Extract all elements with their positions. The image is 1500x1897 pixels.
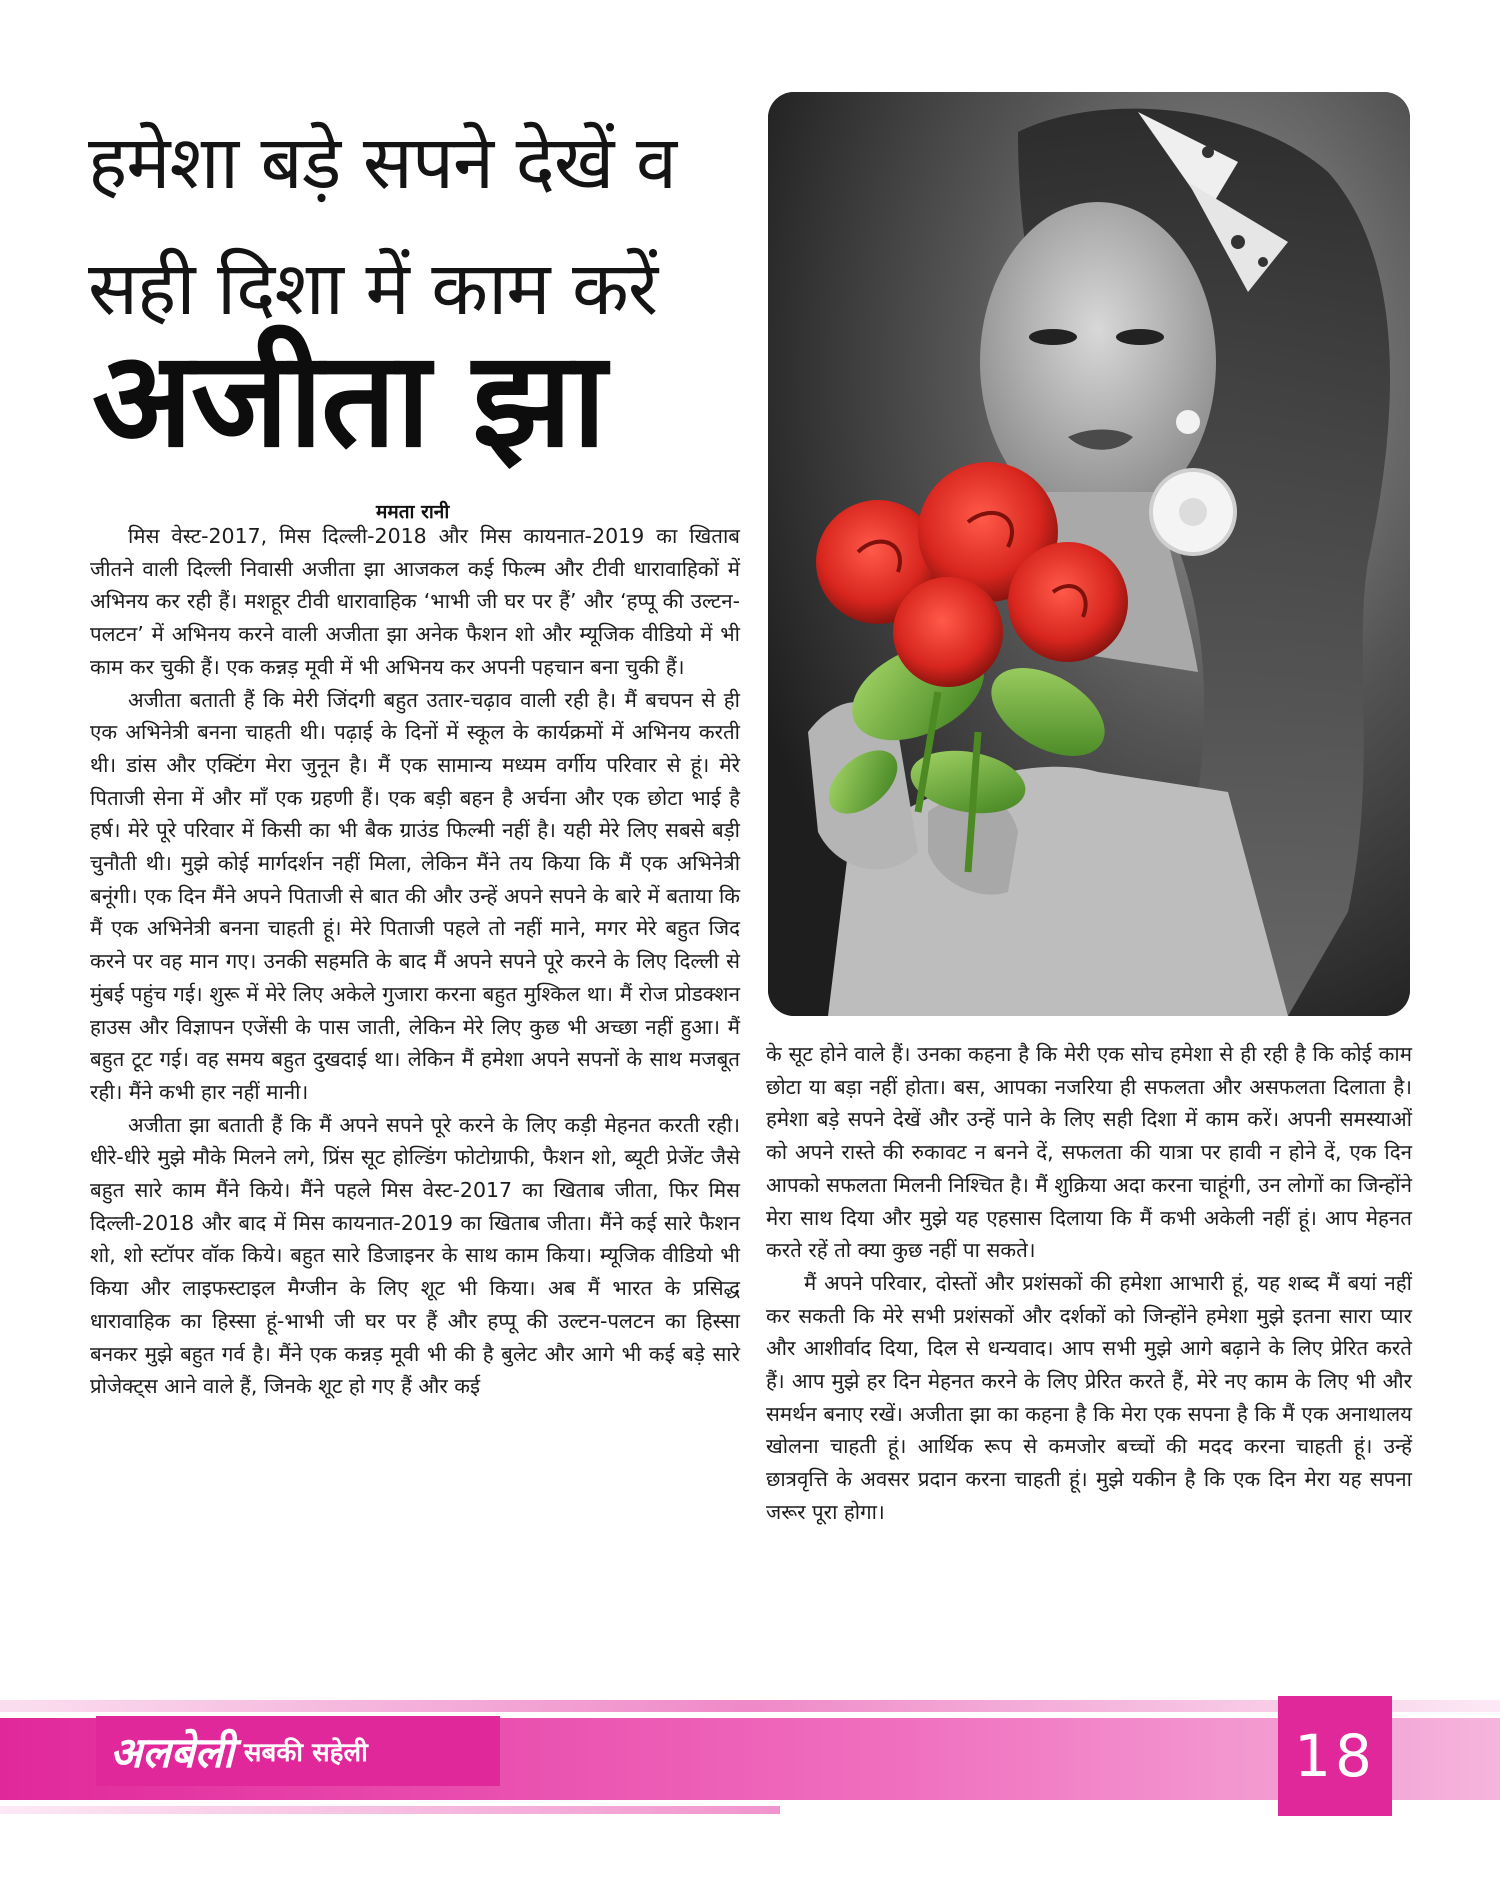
- footer-stripe-bottom: [0, 1806, 780, 1814]
- paragraph: मिस वेस्ट-2017, मिस दिल्ली-2018 और मिस कायनात-2019 का खिताब जीतने वाली दिल्ली निवासी अजीता झा आजकल कई फिल्म और टीवी धारावाहिकों में अभिनय कर रही हैं। मशहूर टीवी धारावाहिक ‘भाभी जी घर पर हैं’ और ‘हप्पू की उल्टन-पलटन’ में अभिनय करने वाली अजीता झा अनेक फैशन शो और म्यूजिक वीडियो में भी काम कर चुकी हैं। एक कन्नड़ मूवी में भी अभिनय कर अपनी पहचान बना चुकी हैं।: [90, 524, 740, 679]
- byline: ममता रानी: [376, 501, 450, 523]
- portrait-illustration: [768, 92, 1410, 1016]
- magazine-brand: [96, 1716, 500, 1786]
- footer-stripe-top: [0, 1700, 1500, 1712]
- article-column-right: [766, 1038, 1412, 1529]
- headline-line-2: सही दिशा में काम करें: [88, 246, 658, 332]
- page-number: 18: [1278, 1696, 1392, 1816]
- portrait-photo: [768, 92, 1410, 1016]
- subject-name: अजीता झा: [92, 323, 605, 477]
- paragraph: के सूट होने वाले हैं। उनका कहना है कि मेरी एक सोच हमेशा से ही रही है कि कोई काम छोटा या बड़ा नहीं होता। बस, आपका नजरिया ही सफलता और असफलता दिलाता है। हमेशा बड़े सपने देखें और उन्हें पाने के लिए सही दिशा में काम करें। अपनी समस्याओं को अपने रास्ते की रुकावट न बनने दें, सफलता की यात्रा पर हावी न होने दें, एक दिन आपको सफलता मिलनी निश्चित है। मैं शुक्रिया अदा करना चाहूंगी, उन लोगों का जिन्होंने मेरा साथ दिया और मुझे यह एहसास दिलाया कि मैं कभी अकेली नहीं हूं। आप मेहनत करते रहें तो क्या कुछ नहीं पा सकते।: [766, 1042, 1412, 1263]
- article-column-left: [90, 520, 740, 1403]
- headline: [88, 100, 748, 352]
- paragraph: मैं अपने परिवार, दोस्तों और प्रशंसकों की हमेशा आभारी हूं, यह शब्द मैं बयां नहीं कर सकती कि मेरे सभी प्रशंसकों और दर्शकों को जिन्होंने हमेशा मुझे इतना सारा प्यार और आशीर्वाद दिया, दिल से धन्यवाद। आप सभी मुझे आगे बढ़ाने के लिए प्रेरित करते हैं। आप मुझे हर दिन मेहनत करने के लिए प्रेरित करते हैं, मेरे नए काम के लिए भी और समर्थन बनाए रखें। अजीता झा का कहना है कि मेरा एक सपना है कि मैं एक अनाथालय खोलना चाहती हूं। आर्थिक रूप से कमजोर बच्चों की मदद करना चाहती हूं। उन्हें छात्रवृत्ति के अवसर प्रदान करना चाहती हूं। मुझे यकीन है कि एक दिन मेरा यह सपना जरूर पूरा होगा।: [766, 1270, 1412, 1524]
- paragraph: अजीता बताती हैं कि मेरी जिंदगी बहुत उतार-चढ़ाव वाली रही है। मैं बचपन से ही एक अभिनेत्री बनना चाहती थी। पढ़ाई के दिनों में स्कूल के कार्यक्रमों में अभिनय करती थी। डांस और एक्टिंग मेरा जुनून है। मैं एक सामान्य मध्यम वर्गीय परिवार से हूं। मेरे पिताजी सेना में और माँ एक ग्रहणी हैं। एक बड़ी बहन है अर्चना और एक छोटा भाई है हर्ष। मेरे पूरे परिवार में किसी का भी बैक ग्राउंड फिल्मी नहीं है। यही मेरे लिए सबसे बड़ी चुनौती थी। मुझे कोई मार्गदर्शन नहीं मिला, लेकिन मैंने तय किया कि मैं एक अभिनेत्री बनूंगी। एक दिन मैंने अपने पिताजी से बात की और उन्हें अपने सपने के बारे में बताया कि मैं एक अभिनेत्री बनना चाहती हूं। मेरे पिताजी पहले तो नहीं माने, मगर मेरे बहुत जिद करने पर वह मान गए। उनकी सहमति के बाद मैं अपने सपने पूरे करने के लिए दिल्ली से मुंबई पहुंच गई। शुरू में मेरे लिए अकेले गुजारा करना बहुत मुश्किल था। मैं रोज प्रोडक्शन हाउस और विज्ञापन एजेंसी के पास जाती, लेकिन मेरे लिए कुछ भी अच्छा नहीं हुआ। मैं बहुत टूट गई। वह समय बहुत दुखदाई था। लेकिन मैं हमेशा अपने सपनों के साथ मजबूत रही। मैंने कभी हार नहीं मानी।: [90, 687, 740, 1104]
- brand-name: अलबेली: [110, 1727, 234, 1777]
- brand-tagline: सबकी सहेली: [243, 1738, 368, 1768]
- headline-line-1: हमेशा बड़े सपने देखें व: [88, 120, 677, 206]
- paragraph: अजीता झा बताती हैं कि मैं अपने सपने पूरे करने के लिए कड़ी मेहनत करती रही। धीरे-धीरे मुझे मौके मिलने लगे, प्रिंस सूट होल्डिंग फोटोग्राफी, फैशन शो, ब्यूटी प्रेजेंट जैसे बहुत सारे काम मैंने किये। मैंने पहले मिस वेस्ट-2017 का खिताब जीता, फिर मिस दिल्ली-2018 और बाद में मिस कायनात-2019 का खिताब जीता। मैंने कई सारे फैशन शो, शो स्टॉपर वॉक किये। बहुत सारे डिजाइनर के साथ काम किया। म्यूजिक वीडियो भी किया और लाइफस्टाइल मैग्जीन के लिए शूट भी किया। अब मैं भारत के प्रसिद्ध धारावाहिक का हिस्सा हूं-भाभी जी घर पर हैं और हप्पू की उल्टन-पलटन का हिस्सा बनकर मुझे बहुत गर्व है। मैंने एक कन्नड़ मूवी भी की है बुलेट और आगे भी कई बड़े सारे प्रोजेक्ट्स आने वाले हैं, जिनके शूट हो गए हैं और कई: [90, 1112, 740, 1399]
